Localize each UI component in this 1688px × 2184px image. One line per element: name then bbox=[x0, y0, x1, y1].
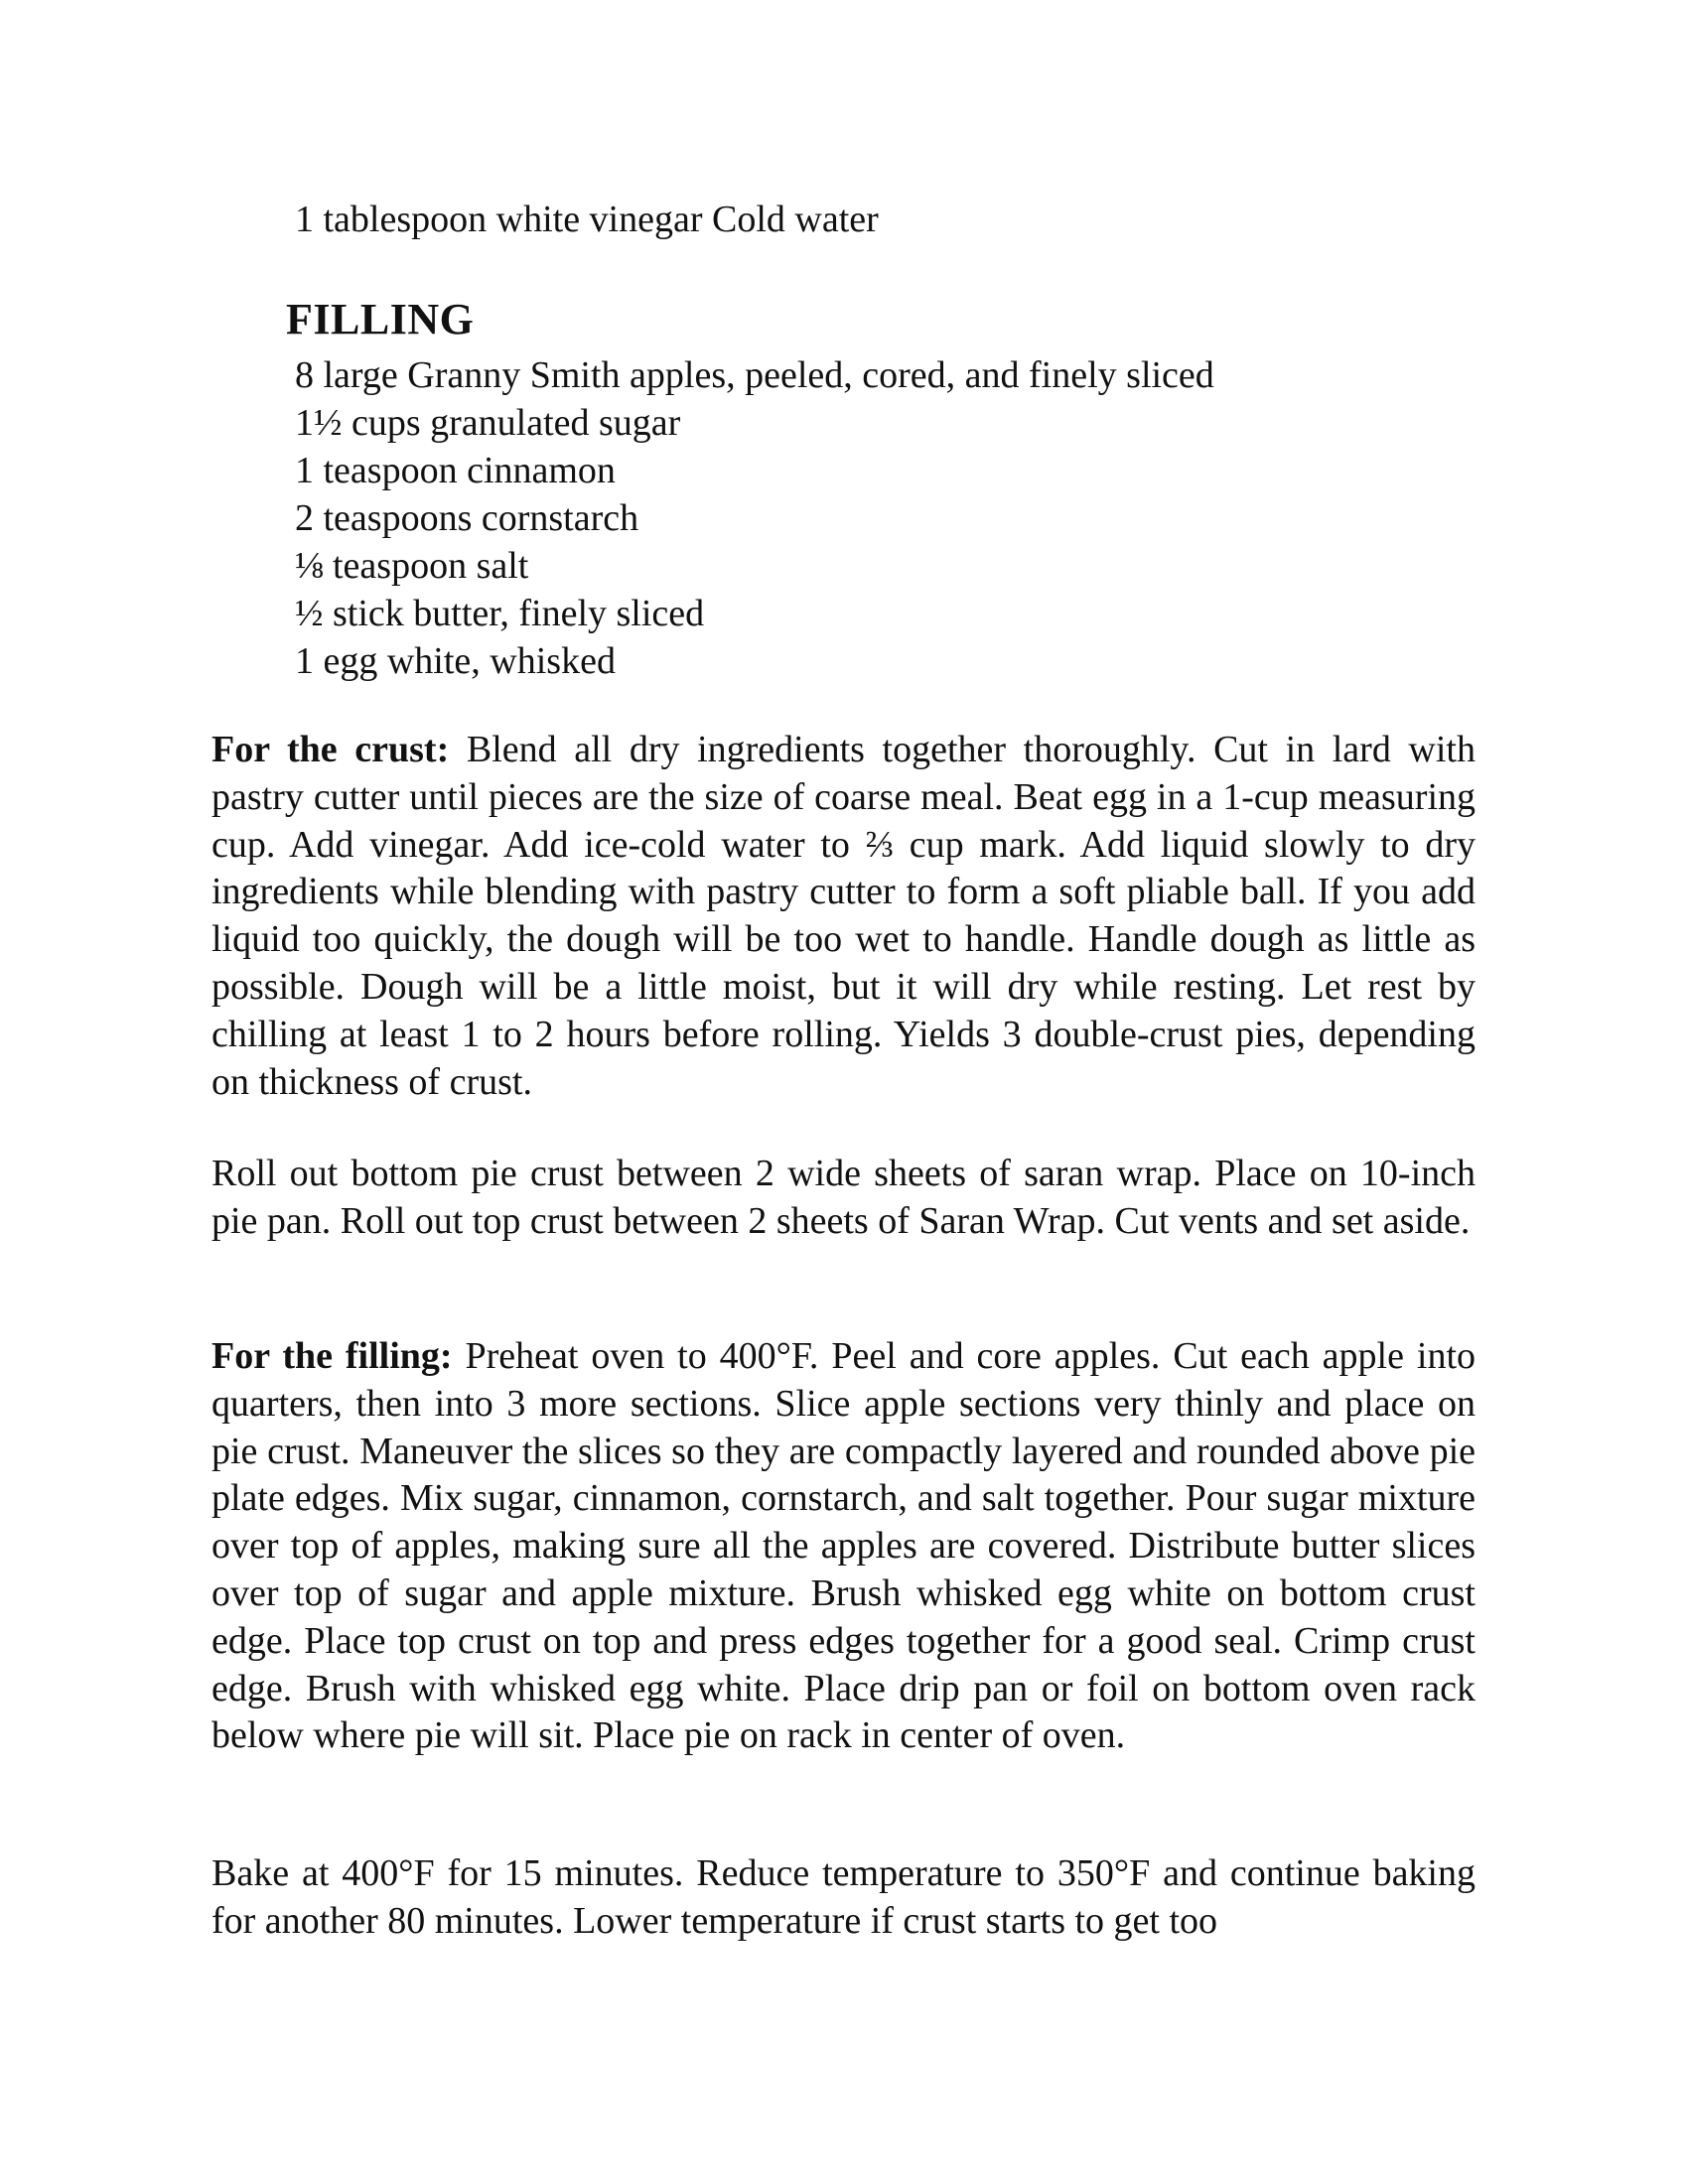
filling-instructions-lead: For the filling: bbox=[211, 1335, 453, 1377]
ingredient-line: 8 large Granny Smith apples, peeled, cored, and finely sliced bbox=[295, 354, 1214, 396]
ingredient-line: 1 teaspoon cinnamon bbox=[295, 450, 616, 491]
crust-ingredients-tail bbox=[295, 196, 1486, 243]
crust-instructions-text: Blend all dry ingredients together thoroughly. Cut in lard with pastry cutter until pieces are the size of coarse meal. Beat egg in a 1-cup measuring cup. Add vinegar. Add ice-cold water to ⅔ cup mark. Add liquid slowly to dry ingredients while blending with pastry cutter to form a soft pliable ball. If you add liquid too quickly, the dough will be too wet to handle. Handle dough as little as possible. Dough will be a little moist, but it will dry while resting. Let rest by chilling at least 1 to 2 hours before rolling. Yields 3 double-crust pies, depending on thickness of crust. bbox=[211, 729, 1476, 1103]
ingredient-line: 2 teaspoons cornstarch bbox=[295, 497, 639, 539]
ingredient-line: ½ stick butter, finely sliced bbox=[295, 593, 705, 634]
filling-heading: FILLING bbox=[286, 295, 475, 343]
roll-out-instructions: Roll out bottom pie crust between 2 wide sheets of saran wrap. Place on 10-inch pie pan. Roll out top crust between 2 sheets of Saran Wrap. Cut vents and set aside. bbox=[211, 1153, 1476, 1242]
bake-instructions: Bake at 400°F for 15 minutes. Reduce temperature to 350°F and continue baking for another 80 minutes. Lower temperature if crust starts to get too bbox=[211, 1852, 1476, 1942]
crust-instructions bbox=[211, 727, 1476, 1106]
filling-ingredient-list bbox=[295, 351, 1486, 685]
ingredient-line: 1½ cups granulated sugar bbox=[295, 402, 681, 444]
ingredient-line: 1 tablespoon white vinegar Cold water bbox=[295, 199, 879, 240]
ingredient-line: ⅛ teaspoon salt bbox=[295, 545, 529, 587]
crust-instructions-lead: For the crust: bbox=[211, 729, 450, 770]
filling-instructions bbox=[211, 1333, 1476, 1760]
ingredient-line: 1 egg white, whisked bbox=[295, 640, 616, 682]
filling-instructions-text: Preheat oven to 400°F. Peel and core apples. Cut each apple into quarters, then into 3 more sections. Slice apple sections very thinly and place on pie crust. Maneuver the slices so they are compactly layered and rounded above pie plate edges. Mix sugar, cinnamon, cornstarch, and salt together. Pour sugar mixture over top of apples, making sure all the apples are covered. Distribute butter slices over top of sugar and apple mixture. Brush whisked egg white on bottom crust edge. Place top crust on top and press edges together for a good seal. Crimp crust edge. Brush with whisked egg white. Place drip pan or foil on bottom oven rack below where pie will sit. Place pie on rack in center of oven. bbox=[211, 1335, 1476, 1757]
